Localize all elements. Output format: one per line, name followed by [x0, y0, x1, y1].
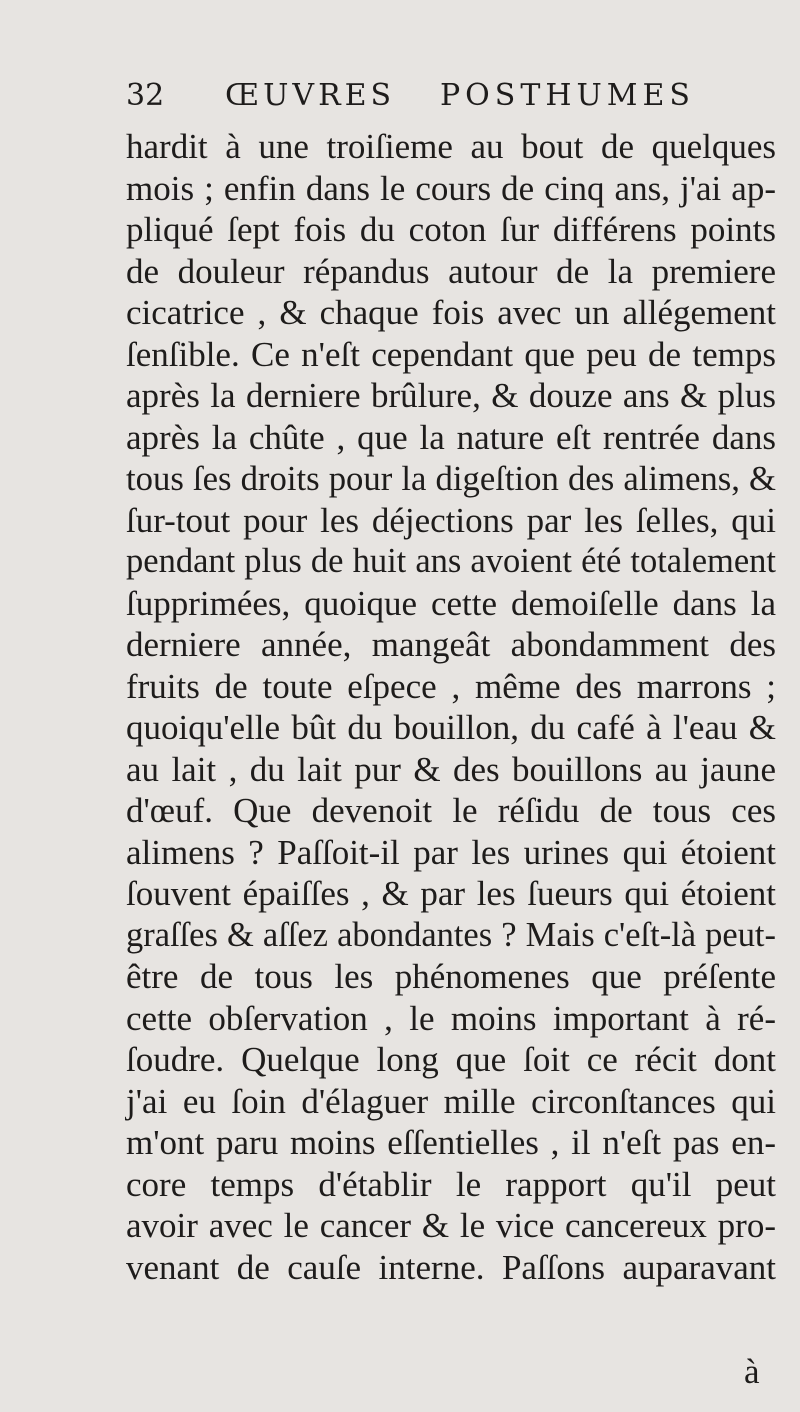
text-line: au lait , du lait pur & des bouillons au jaune — [126, 749, 776, 789]
text-line: ſur-tout pour les déjections par les ſelles, qui — [126, 500, 776, 540]
text-line: mois ; enfin dans le cours de cinq ans, j'ai ap- — [126, 168, 776, 208]
running-head-subtitle: POSTHUMES — [440, 78, 695, 113]
text-line: être de tous les phénomenes que préſente — [126, 957, 776, 996]
catchword: à — [744, 1352, 760, 1391]
text-line: graſſes & aſſez abondantes ? Mais c'eſt-là peut- — [126, 915, 776, 954]
text-line: hardit à une troiſieme au bout de quelques — [126, 127, 776, 166]
text-line: ſenſible. Ce n'eſt cependant que peu de temps — [126, 334, 776, 374]
text-line: de douleur répandus autour de la premiere — [126, 251, 776, 291]
text-line: pendant plus de huit ans avoient été totalement — [126, 542, 776, 580]
page-number: 32 — [126, 78, 165, 113]
text-line: d'œuf. Que devenoit le réſidu de tous ces — [126, 791, 776, 830]
text-line: fruits de toute eſpece , même des marrons ; — [126, 666, 776, 706]
text-line: après la chûte , que la nature eſt rentrée dans — [126, 417, 776, 457]
text-line: ſoudre. Quelque long que ſoit ce récit dont — [126, 1040, 776, 1079]
text-line: j'ai eu ſoin d'élaguer mille circonſtances qui — [126, 1081, 776, 1121]
text-line: pliqué ſept fois du coton ſur différens points — [126, 210, 776, 249]
running-head — [126, 78, 695, 118]
body-text — [126, 126, 776, 1288]
text-line: cicatrice , & chaque fois avec un allégement — [126, 293, 776, 332]
text-line: tous ſes droits pour la digeſtion des alimens, & — [126, 459, 776, 498]
text-line: m'ont paru moins eſſentielles , il n'eſt pas en- — [126, 1123, 776, 1162]
text-line: derniere année, mangeât abondamment des — [126, 625, 776, 664]
text-line: avoir avec le cancer & le vice cancereux pro- — [126, 1206, 776, 1245]
text-line: core temps d'établir le rapport qu'il peut — [126, 1164, 776, 1204]
text-line: ſupprimées, quoique cette demoiſelle dans la — [126, 583, 776, 623]
text-line: alimens ? Paſſoit-il par les urines qui étoient — [126, 832, 776, 872]
text-line: après la derniere brûlure, & douze ans & plus — [126, 376, 776, 415]
text-line: cette obſervation , le moins important à ré- — [126, 998, 776, 1038]
running-head-title: ŒUVRES — [225, 78, 396, 113]
text-line: venant de cauſe interne. Paſſons auparavant — [126, 1247, 776, 1287]
text-line: quoiqu'elle bût du bouillon, du café à l'eau & — [126, 708, 776, 747]
text-line: ſouvent épaiſſes , & par les ſueurs qui étoient — [126, 874, 776, 913]
